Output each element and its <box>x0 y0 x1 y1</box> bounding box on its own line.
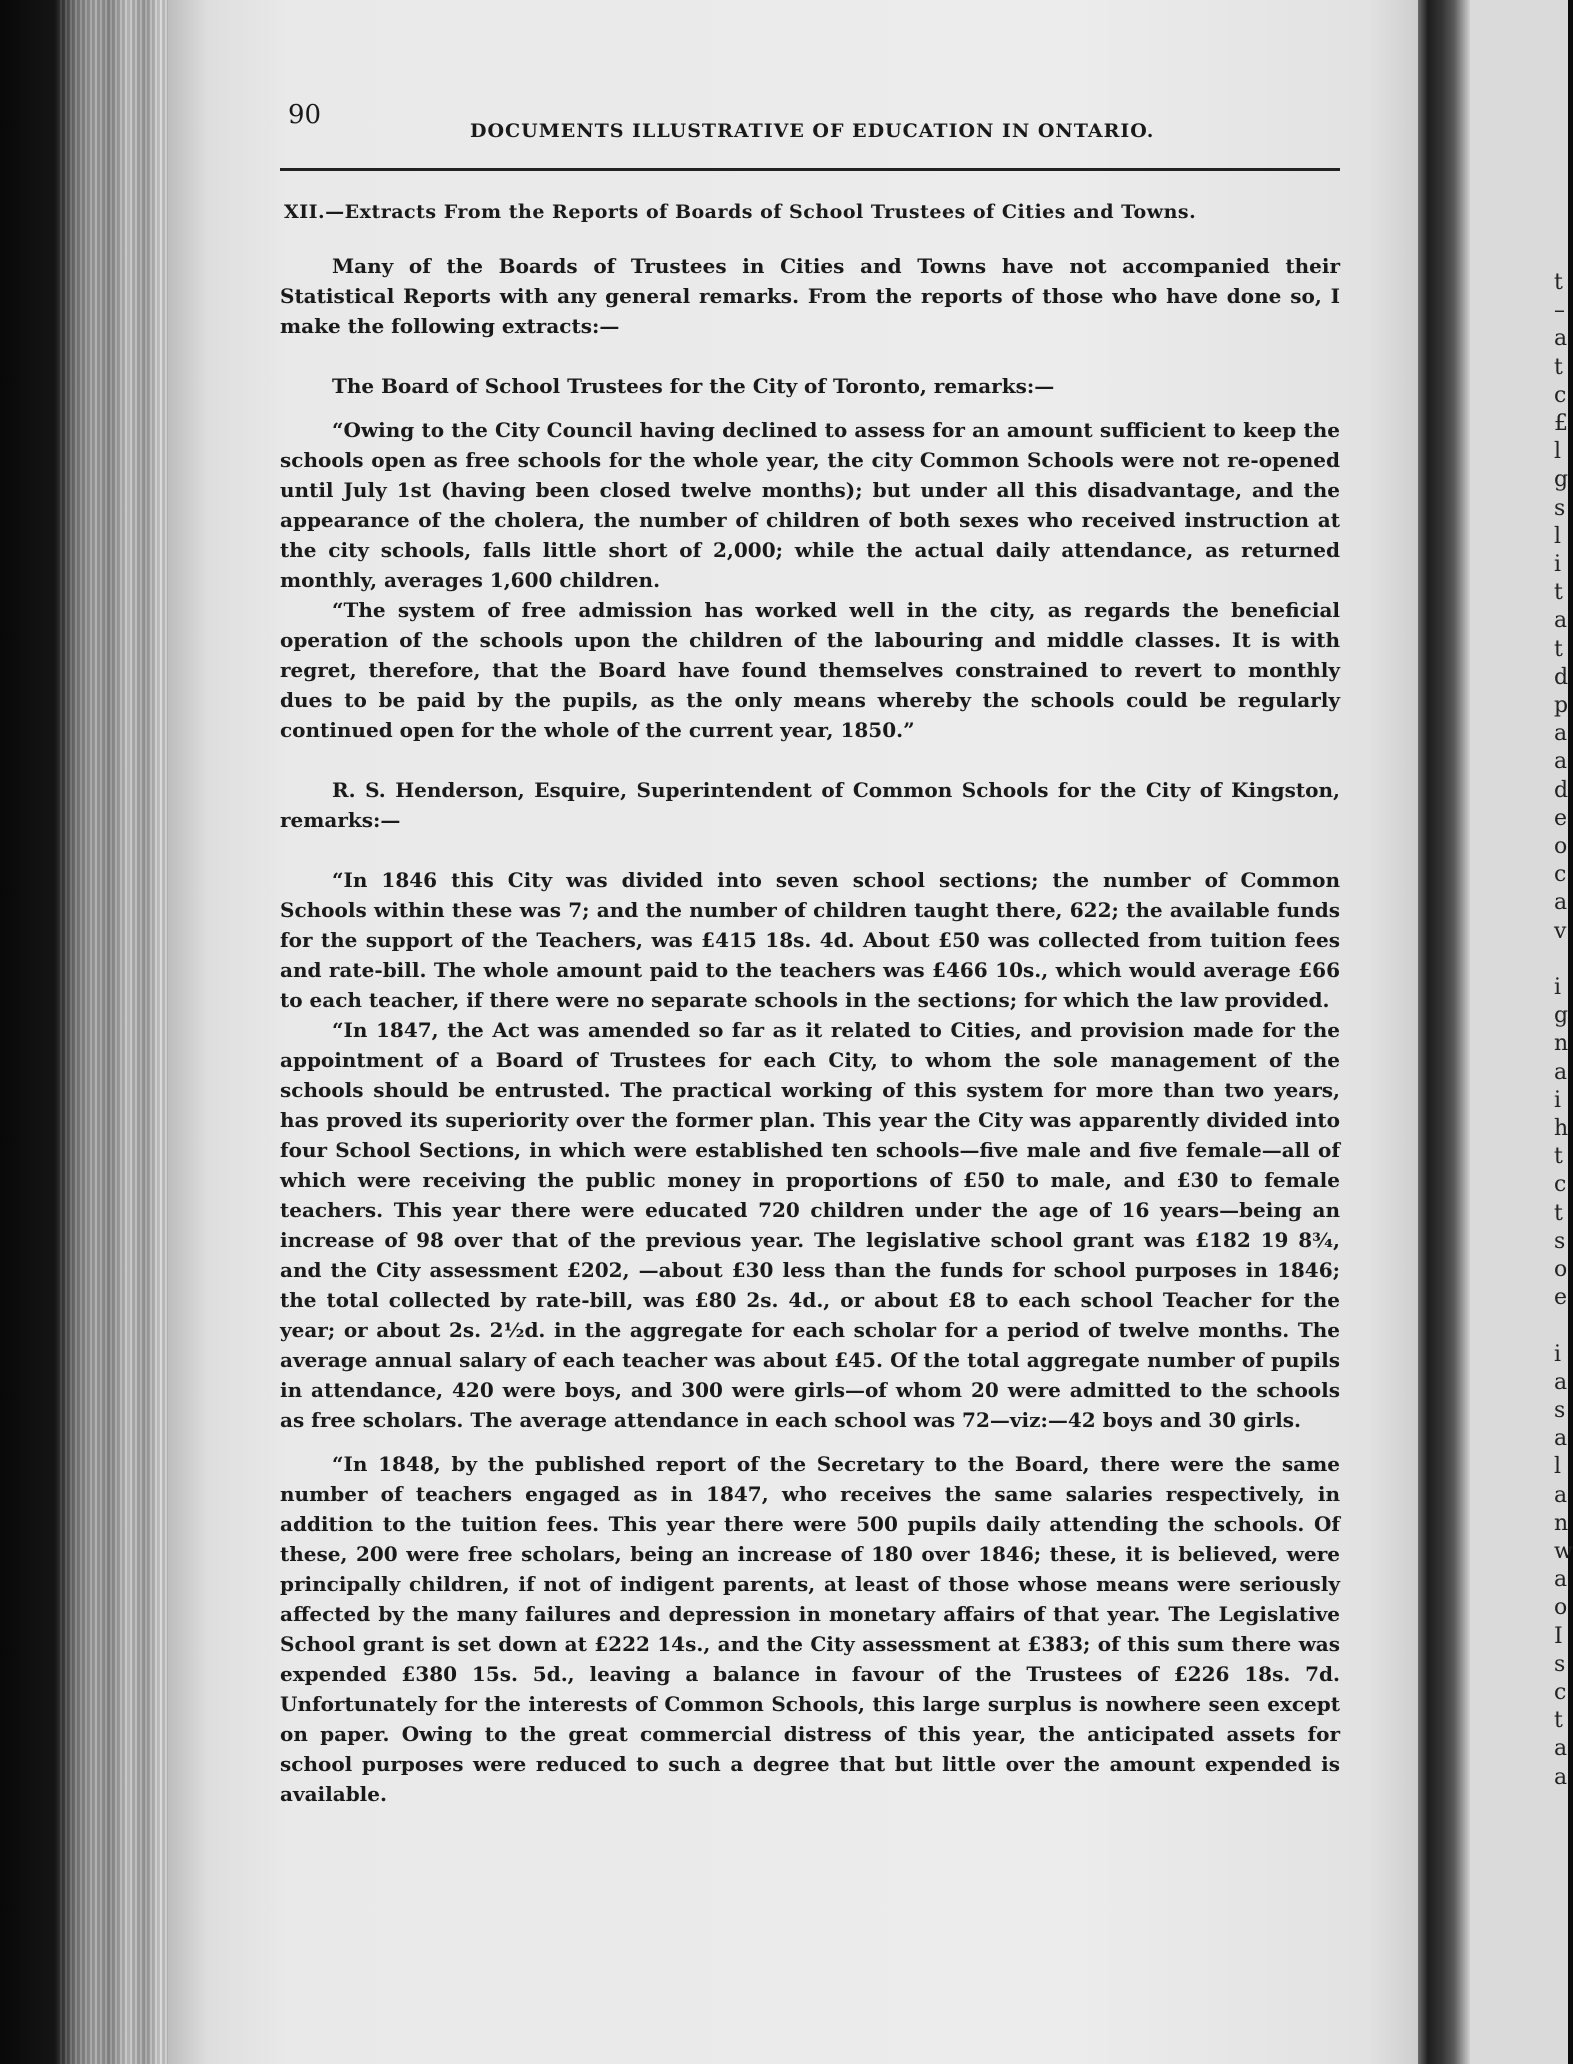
facing-page-fragment: v <box>1554 918 1567 944</box>
facing-page-fragment: i <box>1554 1341 1562 1367</box>
facing-page-fragment: a <box>1554 1764 1568 1790</box>
facing-page-fragment: a <box>1554 1736 1568 1762</box>
facing-page-fragment: t <box>1554 354 1563 380</box>
facing-page-fragment: t <box>1554 1200 1563 1226</box>
facing-page-fragment: d <box>1554 777 1569 803</box>
facing-page-fragment: h <box>1554 1116 1569 1141</box>
facing-page-fragment: o <box>1554 1595 1568 1621</box>
kingston-heading: R. S. Henderson, Esquire, Superintendent of Common Schools for the City of Kingston, remarks:— <box>280 778 1340 832</box>
facing-page-fragment: n <box>1554 1031 1569 1057</box>
facing-page-fragment: l <box>1554 523 1562 549</box>
header-rule <box>280 168 1340 171</box>
kingston-paragraph-1847: “In 1847, the Act was amended so far as it related to Cities, and provision made for the appointment of a Board of Trustees for each City, to whom the sole management of the schools should be entrusted. The practical working of this system for more than two years, has proved its superiority over the former plan. This year the City was apparently divided into four School Sections, in which were established ten schools—five male and five female—all of which were receiving the public money in proportions of £50 to male, and £30 to female teachers. This year there were educated 720 children under the age of 16 years—being an increase of 98 over that of the previous year. The legislative school grant was £182 19 8¾, and the City assessment £202, —about £30 less than the funds for school purposes in 1846; the total collected by rate-bill, was £80 2s. 4d., or about £8 to each school Teacher for the year; or about 2s. 2½d. in the aggregate for each scholar for a period of twelve months. The average annual salary of each teacher was about £45. Of the total aggregate number of pupils in attendance, 420 were boys, and 300 were girls—of whom 20 were admitted to the schools as free scholars. The average attendance in each school was 72—viz:—42 boys and 30 girls. <box>280 1018 1340 1432</box>
facing-page-fragment: g <box>1554 467 1569 493</box>
facing-page-fragment: a <box>1554 749 1568 775</box>
facing-page-fragment: a <box>1554 1426 1568 1452</box>
facing-page-fragment: p <box>1554 693 1569 718</box>
facing-page-fragment: d <box>1554 664 1569 690</box>
toronto-paragraph-1: “Owing to the City Council having declined to assess for an amount sufficient to keep the schools open as free schools for the whole year, the city Common Schools were not re-opened until July 1st (having been closed twelve months); but under all this disadvantage, and the appearance of the cholera, the number of children of both sexes who received instruction at the city schools, falls little short of 2,000; while the actual daily attendance, as returned monthly, averages 1,600 children. <box>280 418 1340 592</box>
kingston-paragraph-1846: “In 1846 this City was divided into seven school sections; the number of Common Schools within these was 7; and the number of children taught there, 622; the available funds for the support of the Teachers, was £415 18s. 4d. About £50 was collected from tuition fees and rate-bill. The whole amount paid to the teachers was £466 10s., which would average £66 to each teacher, if there were no separate schools in the sections; for which the law provided. <box>280 868 1340 1012</box>
facing-page-fragment: c <box>1554 862 1567 888</box>
toronto-heading: The Board of School Trustees for the City of Toronto, remarks:— <box>332 374 1055 398</box>
facing-page-fragment: w <box>1554 1539 1573 1564</box>
section-heading: XII.—Extracts From the Reports of Boards of School Trustees of Cities and Towns. <box>284 201 1197 223</box>
facing-page-fragment: a <box>1554 326 1568 352</box>
page-edges <box>60 0 175 2064</box>
facing-page-fragment: t <box>1554 270 1563 295</box>
facing-page-fragment: g <box>1554 1003 1569 1029</box>
facing-page-fragment: s <box>1554 1228 1566 1254</box>
facing-page-fragment: t <box>1554 1144 1563 1170</box>
facing-page-fragment: a <box>1554 1567 1568 1593</box>
facing-page-fragment: n <box>1554 1510 1569 1536</box>
facing-page-fragment: s <box>1554 1651 1566 1677</box>
facing-page-fragment: t <box>1554 636 1563 662</box>
facing-page-fragment: e <box>1554 1285 1568 1311</box>
page-number: 90 <box>288 100 322 130</box>
running-head <box>280 100 1340 156</box>
facing-page-fragment: – <box>1554 298 1565 324</box>
facing-page-fragment: o <box>1554 1257 1568 1282</box>
facing-page-fragment: a <box>1554 721 1568 747</box>
facing-page-fragment: i <box>1554 1087 1562 1113</box>
facing-page-fragment: l <box>1554 1454 1562 1480</box>
facing-page-fragment: a <box>1554 890 1568 916</box>
facing-page-fragment: o <box>1554 834 1568 859</box>
facing-page-fragment: a <box>1554 608 1568 634</box>
kingston-paragraph-1848: “In 1848, by the published report of the Secretary to the Board, there were the same number of teachers engaged as in 1847, who receives the same salaries respectively, in addition to the tuition fees. This year there were 500 pupils daily attending the schools. Of these, 200 were free scholars, being an increase of 180 over 1846; these, it is believed, were principally children, if not of indigent parents, at least of those whose means were seriously affected by the many failures and depression in monetary affairs of that year. The Legislative School grant is set down at £222 14s., and the City assessment at £383; of this sum there was expended £380 15s. 5d., leaving a balance in favour of the Trustees of £226 18s. 7d. Unfortunately for the interests of Common Schools, this large surplus is nowhere seen except on paper. Owing to the great commercial distress of this year, the anticipated assets for school purposes were reduced to such a degree that but little over the amount expended is available. <box>280 1452 1340 1806</box>
facing-page-fragment: l <box>1554 439 1562 465</box>
facing-page-fragment: i <box>1554 975 1562 1000</box>
facing-page-fragment: c <box>1554 1172 1567 1198</box>
intro-paragraph: Many of the Boards of Trustees in Cities and Towns have not accompanied their Statistical Reports with any general remarks. From the reports of those who have done so, I make the following extracts:— <box>280 254 1340 338</box>
facing-page <box>1470 0 1573 2064</box>
toronto-paragraph-2: “The system of free admission has worked well in the city, as regards the beneficial operation of the schools upon the children of the labouring and middle classes. It is with regret, therefore, that the Board have found themselves constrained to revert to monthly dues to be paid by the pupils, as the only means whereby the schools could be regularly continued open for the whole of the current year, 1850.” <box>280 598 1340 742</box>
facing-page-fragment: i <box>1554 552 1562 577</box>
book-gutter <box>1418 0 1470 2064</box>
facing-page-fragment: t <box>1554 1708 1563 1734</box>
facing-page-fragment: a <box>1554 1059 1568 1085</box>
facing-page-fragment: c <box>1554 1680 1567 1705</box>
facing-page-fragment: a <box>1554 1369 1568 1395</box>
facing-page-fragment: t <box>1554 580 1563 606</box>
facing-page-fragment: a <box>1554 1482 1568 1508</box>
facing-page-fragment: c <box>1554 382 1567 408</box>
facing-page-fragment: s <box>1554 495 1566 521</box>
facing-page-fragment: e <box>1554 805 1568 831</box>
facing-page-fragment: £ <box>1554 411 1568 436</box>
running-title: DOCUMENTS ILLUSTRATIVE OF EDUCATION IN ONTARIO. <box>470 120 1155 142</box>
facing-page-fragment: I <box>1554 1623 1563 1649</box>
page-content <box>280 100 1340 1809</box>
facing-page-fragment: s <box>1554 1398 1566 1423</box>
